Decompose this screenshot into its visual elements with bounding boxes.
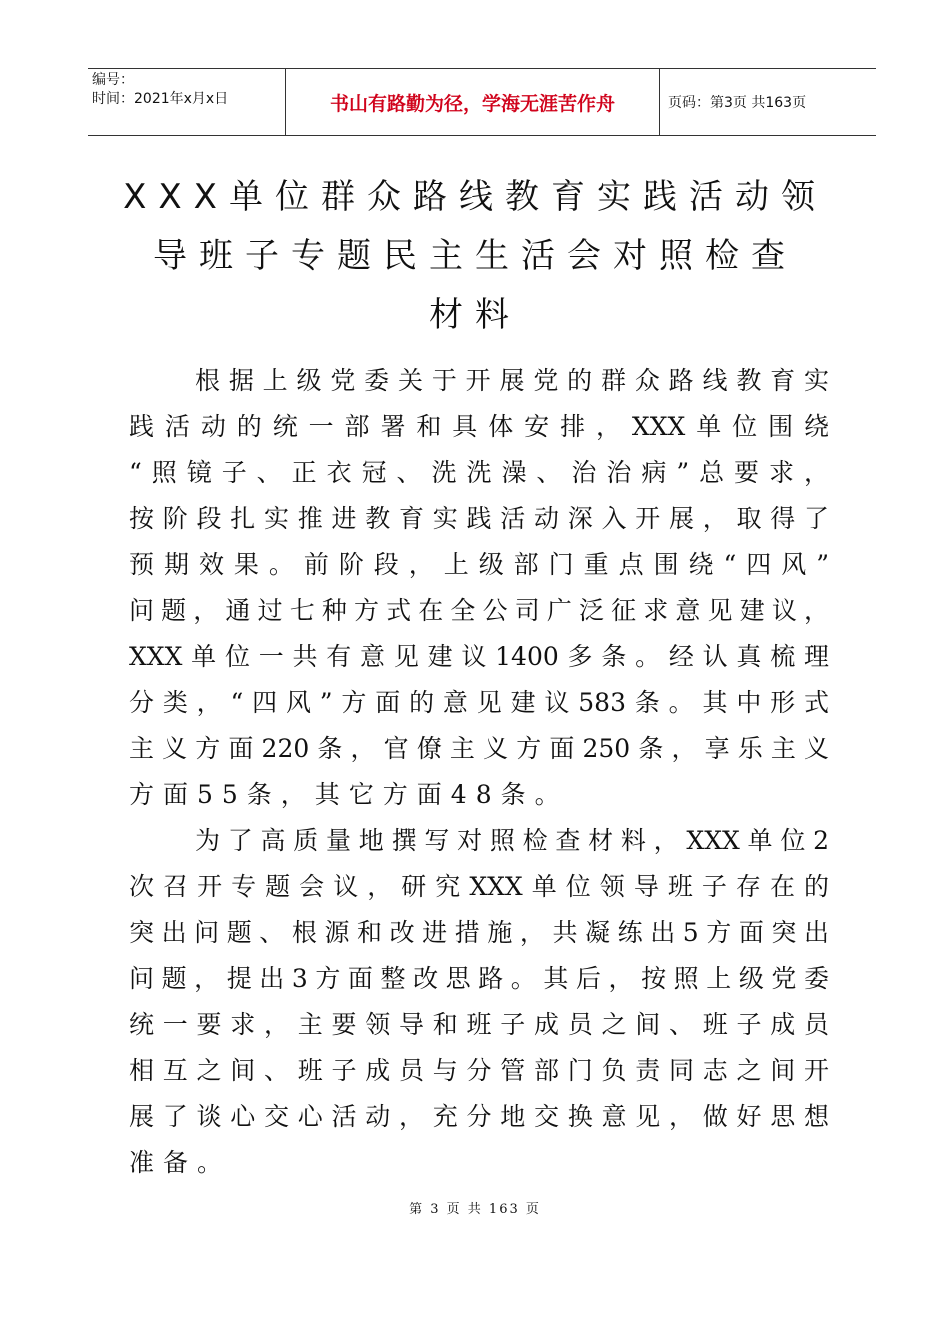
text-line: 方面55条，其它方面48条。 bbox=[129, 780, 569, 809]
title-line: 导班子专题民主生活会对照检查 bbox=[153, 236, 797, 276]
text-line: 问题，提出3方面整改思路。其后，按照上级党委 bbox=[129, 964, 829, 993]
text-line: 按阶段扎实推进教育实践活动深入开展，取得了 bbox=[129, 504, 829, 533]
page-header bbox=[88, 68, 876, 136]
text-line: 预期效果。前阶段，上级部门重点围绕“四风” bbox=[129, 550, 829, 579]
document-body bbox=[129, 358, 829, 1186]
title-line: XXX单位群众路线教育实践活动领 bbox=[123, 177, 827, 217]
text-line: 准备。 bbox=[129, 1148, 232, 1177]
header-motto bbox=[286, 69, 660, 135]
text-line: 为了高质量地撰写对照检查材料，XXX单位2 bbox=[195, 826, 829, 855]
number-label: 编号： bbox=[92, 72, 134, 88]
text-line: 根据上级党委关于开展党的群众路线教育实 bbox=[195, 366, 829, 395]
text-line: 展了谈心交心活动，充分地交换意见，做好思想 bbox=[129, 1102, 829, 1131]
paragraph-2 bbox=[129, 818, 829, 1186]
paragraph-1 bbox=[129, 358, 829, 818]
time-label: 时间：2021年x月x日 bbox=[92, 91, 229, 107]
header-page-info bbox=[660, 69, 876, 135]
text-line: 突出问题、根源和改进措施，共凝练出5方面突出 bbox=[129, 918, 829, 947]
text-line: 践活动的统一部署和具体安排，XXX单位围绕 bbox=[129, 412, 829, 441]
motto-text: 书山有路勤为径，学海无涯苦作舟 bbox=[329, 92, 615, 115]
text-line: 主义方面220条，官僚主义方面250条，享乐主义 bbox=[129, 734, 829, 763]
text-line: 问题，通过七种方式在全公司广泛征求意见建议， bbox=[129, 596, 829, 625]
text-line: “照镜子、正衣冠、洗洗澡、治治病”总要求， bbox=[129, 458, 829, 487]
text-line: 相互之间、班子成员与分管部门负责同志之间开 bbox=[129, 1056, 829, 1085]
title-line: 材料 bbox=[429, 295, 521, 335]
text-line: 次召开专题会议，研究XXX单位领导班子存在的 bbox=[129, 872, 829, 901]
text-line: 统一要求，主要领导和班子成员之间、班子成员 bbox=[129, 1010, 829, 1039]
text-line: XXX单位一共有意见建议1400多条。经认真梳理 bbox=[129, 642, 829, 671]
footer-page-number: 第 3 页 共 163 页 bbox=[409, 1202, 541, 1217]
page-label: 页码：第3页 共163页 bbox=[668, 95, 807, 111]
document-title bbox=[110, 168, 840, 345]
text-line: 分类，“四风”方面的意见建议583条。其中形式 bbox=[129, 688, 829, 717]
header-meta bbox=[88, 69, 286, 135]
page-footer bbox=[0, 1198, 950, 1217]
